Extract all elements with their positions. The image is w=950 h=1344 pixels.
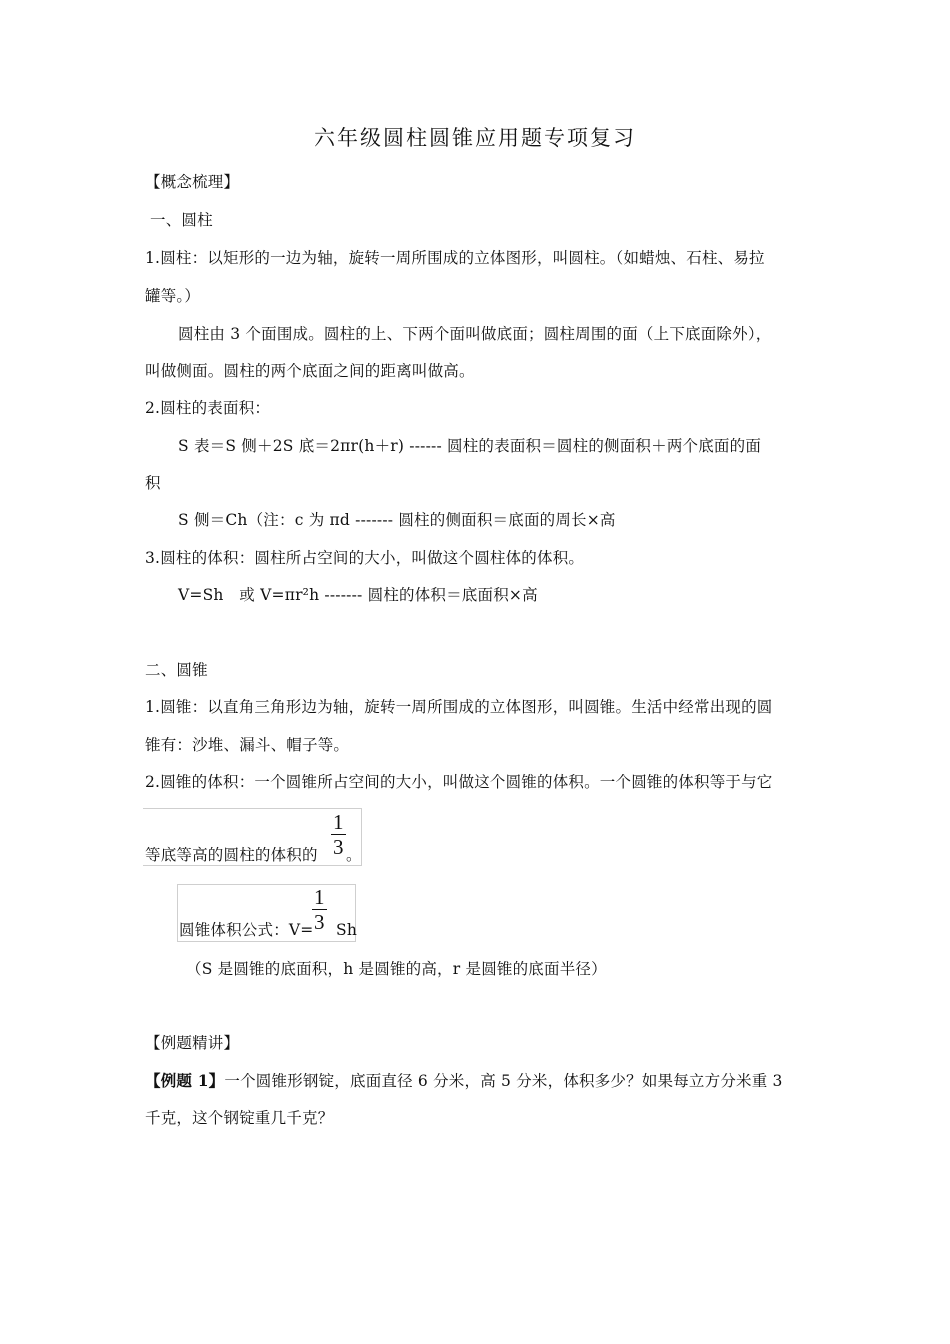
cone-heading: 二、圆锥: [145, 661, 208, 679]
cylinder-volume-heading: 3.圆柱的体积：圆柱所占空间的大小，叫做这个圆柱体的体积。: [145, 549, 585, 567]
fraction-numerator: 1: [333, 810, 344, 834]
cone-volume-line2: [145, 845, 318, 865]
cone-volume-line2-prefix: 等底等高的圆柱的体积的: [145, 846, 318, 864]
page-title: 六年级圆柱圆锥应用题专项复习: [314, 126, 636, 150]
fraction-denominator: 3: [333, 835, 344, 859]
cone-definition-line1: 1.圆锥：以直角三角形边为轴，旋转一周所围成的立体图形，叫圆锥。生活中经常出现的圆: [145, 698, 773, 716]
cone-volume-fraction-box: [143, 808, 362, 866]
example1-line1: [145, 1071, 783, 1091]
cone-formula-prefix: 圆锥体积公式：V=: [179, 921, 314, 939]
cylinder-volume-formula: V=Sh 或 V=πr²h ------- 圆柱的体积＝底面积×高: [178, 586, 538, 604]
cone-formula-box: [177, 884, 356, 942]
cone-definition-line2: 锥有：沙堆、漏斗、帽子等。: [145, 736, 350, 754]
section-heading-concepts: 【概念梳理】: [145, 173, 240, 191]
cone-volume-line2-suffix: 。: [346, 846, 362, 864]
example1-text-line1: 一个圆锥形钢锭，底面直径 6 分米，高 5 分米，体积多少？如果每立方分米重 3: [224, 1072, 783, 1090]
cylinder-lateral-formula: S 侧＝Ch（注：c 为 πd ------- 圆柱的侧面积＝底面的周长×高: [178, 511, 616, 529]
cylinder-faces-line2: 叫做侧面。圆柱的两个底面之间的距离叫做高。: [145, 362, 475, 380]
formula-one-third-fraction: [312, 886, 327, 933]
cylinder-surface-formula-line2: 积: [145, 474, 161, 492]
cylinder-surface-formula-line1: S 表＝S 侧＋2S 底＝2πr(h＋r) ------ 圆柱的表面积＝圆柱的侧面积＋两个底面的面: [178, 437, 762, 455]
cylinder-definition-line1: 1.圆柱：以矩形的一边为轴，旋转一周所围成的立体图形，叫圆柱。（如蜡烛、石柱、易拉: [145, 249, 765, 267]
cone-volume-line1: 2.圆锥的体积：一个圆锥所占空间的大小，叫做这个圆锥的体积。一个圆锥的体积等于与它: [145, 773, 773, 791]
cone-note: （S 是圆锥的底面积，h 是圆锥的高，r 是圆锥的底面半径）: [186, 960, 607, 978]
section-heading-examples: 【例题精讲】: [145, 1034, 240, 1052]
cylinder-faces-line1: 圆柱由 3 个面围成。圆柱的上、下两个面叫做底面；圆柱周围的面（上下底面除外），: [178, 325, 772, 343]
cylinder-heading: 一、圆柱: [150, 211, 213, 229]
cylinder-definition-line2: 罐等。）: [145, 287, 201, 305]
cone-formula-suffix: Sh: [336, 921, 358, 939]
cylinder-surface-heading: 2.圆柱的表面积：: [145, 399, 271, 417]
formula-fraction-numerator: 1: [314, 885, 325, 909]
example1-line2: 千克，这个钢锭重几千克？: [145, 1109, 334, 1127]
one-third-fraction: [331, 811, 346, 858]
example1-label: 【例题 1】: [145, 1071, 225, 1090]
formula-fraction-denominator: 3: [314, 910, 325, 934]
